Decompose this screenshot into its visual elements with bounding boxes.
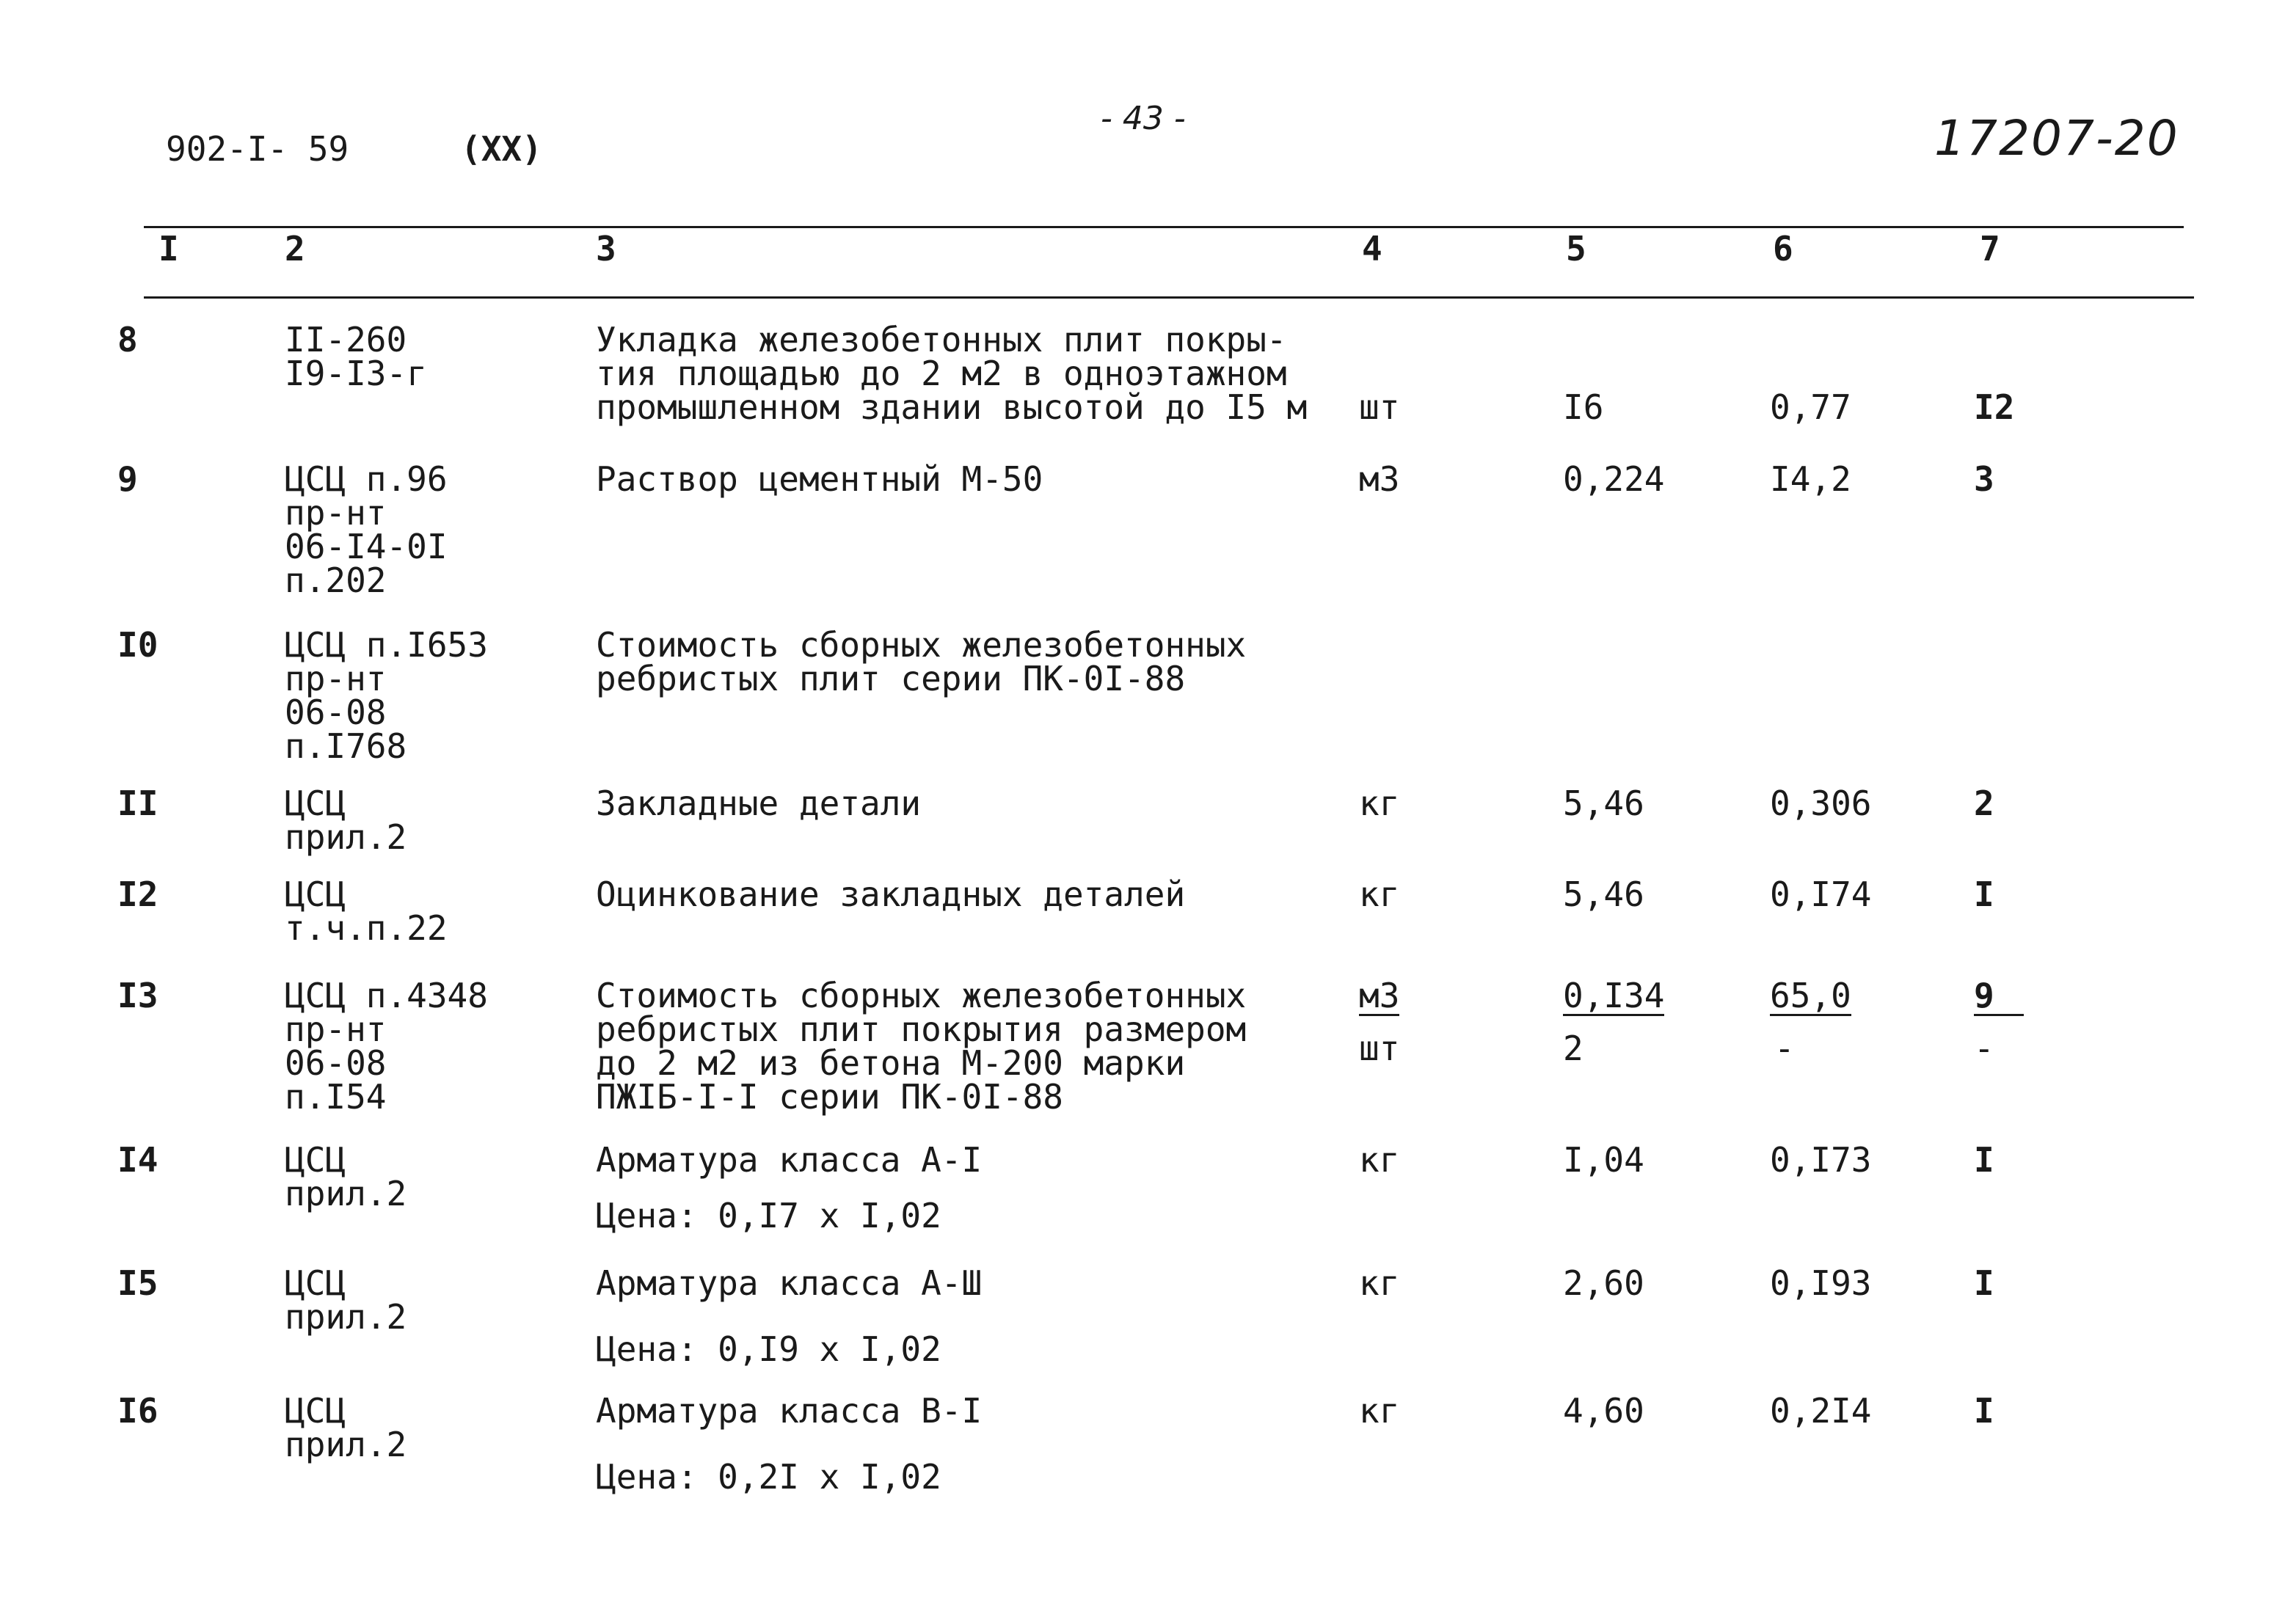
total: 3 — [1974, 459, 1994, 499]
quantity: I,04 — [1563, 1140, 1644, 1180]
price-note: Цена: 0,2I х I,02 — [596, 1457, 941, 1497]
unit-secondary: шт — [1359, 1029, 1400, 1068]
work-description: Укладка железобетонных плит покры- тия площадью до 2 м2 в одноэтажном промышленном здании высотой до I5 м — [596, 320, 1308, 427]
total: I — [1974, 1263, 1994, 1303]
row-number: I5 — [117, 1263, 158, 1303]
unit: кг — [1359, 1263, 1400, 1303]
unit-price: 0,I73 — [1770, 1140, 1872, 1180]
row-number: 9 — [117, 459, 138, 499]
price-note: Цена: 0,I9 х I,02 — [596, 1329, 941, 1369]
total-secondary: - — [1974, 1029, 1994, 1068]
column-number-2: 2 — [285, 229, 305, 269]
unit-price: I4,2 — [1770, 459, 1851, 499]
quantity: 5,46 — [1563, 784, 1644, 823]
document-code: 902-I- 59 — [166, 129, 349, 169]
unit-price: 65,0 — [1770, 976, 1851, 1015]
row-number: I6 — [117, 1391, 158, 1431]
total: 9 — [1974, 979, 2024, 1016]
unit-price: 0,I93 — [1770, 1263, 1872, 1303]
work-description: Раствор цементный М-50 — [596, 459, 1043, 499]
work-description: Закладные детали — [596, 784, 922, 823]
column-number-4: 4 — [1362, 229, 1382, 269]
page-number: - 43 - — [1101, 100, 1186, 137]
work-description: Стоимость сборных железобетонных ребристых плит покрытия размером до 2 м2 из бетона М-200 марки ПЖIБ-I-I серии ПК-0I-88 — [596, 976, 1247, 1117]
norm-reference: ЦСЦ прил.2 — [285, 1263, 407, 1337]
row-number: 8 — [117, 320, 138, 359]
section-label: (XX) — [461, 129, 542, 169]
quantity: 5,46 — [1563, 874, 1644, 914]
norm-reference: ЦСЦ п.I653 пр-нт 06-08 п.I768 — [285, 625, 488, 766]
norm-reference: ЦСЦ п.96 пр-нт 06-I4-0I п.202 — [285, 459, 448, 600]
work-description: Арматура класса В-I — [596, 1391, 983, 1431]
total-fraction — [1974, 976, 2024, 1016]
quantity: I6 — [1563, 387, 1604, 427]
norm-reference: ЦСЦ прил.2 — [285, 1140, 407, 1213]
row-number: I4 — [117, 1140, 158, 1180]
column-number-7: 7 — [1980, 229, 2000, 269]
column-number-6: 6 — [1773, 229, 1793, 269]
unit-fraction — [1359, 976, 1400, 1016]
quantity-fraction — [1563, 976, 1665, 1016]
total: I2 — [1974, 387, 2015, 427]
unit-price: 0,2I4 — [1770, 1391, 1872, 1431]
unit-price-fraction — [1770, 976, 1851, 1016]
quantity: 0,I34 — [1563, 976, 1665, 1015]
column-number-3: 3 — [596, 229, 616, 269]
unit-price: 0,306 — [1770, 784, 1872, 823]
row-number: I2 — [117, 874, 158, 914]
work-description: Оцинкование закладных деталей — [596, 874, 1186, 914]
price-note: Цена: 0,I7 х I,02 — [596, 1196, 941, 1235]
total: 2 — [1974, 784, 1994, 823]
work-description: Стоимость сборных железобетонных ребристых плит серии ПК-0I-88 — [596, 625, 1247, 698]
unit: кг — [1359, 1391, 1400, 1431]
unit: кг — [1359, 1140, 1400, 1180]
total: I — [1974, 1391, 1994, 1431]
work-description: Арматура класса А-Ш — [596, 1263, 983, 1303]
handwritten-stamp: 17207-20 — [1934, 110, 2179, 167]
work-description: Арматура класса А-I — [596, 1140, 983, 1180]
quantity: 2,60 — [1563, 1263, 1644, 1303]
unit-price: 0,I74 — [1770, 874, 1872, 914]
unit: м3 — [1359, 976, 1400, 1015]
unit: кг — [1359, 874, 1400, 914]
quantity-secondary: 2 — [1563, 1029, 1583, 1068]
total: I — [1974, 1140, 1994, 1180]
norm-reference: ЦСЦ п.4348 пр-нт 06-08 п.I54 — [285, 976, 488, 1117]
unit: шт — [1359, 387, 1400, 427]
unit: кг — [1359, 784, 1400, 823]
quantity: 4,60 — [1563, 1391, 1644, 1431]
table-top-rule — [144, 226, 2184, 228]
row-number: II — [117, 784, 158, 823]
column-number-1: I — [158, 229, 179, 269]
row-number: I3 — [117, 976, 158, 1015]
table-header-rule — [144, 296, 2194, 299]
unit-price-secondary: - — [1774, 1029, 1795, 1068]
norm-reference: ЦСЦ прил.2 — [285, 1391, 407, 1464]
norm-reference: ЦСЦ т.ч.п.22 — [285, 874, 448, 948]
unit: м3 — [1359, 459, 1400, 499]
norm-reference: II-260 I9-I3-г — [285, 320, 427, 393]
quantity: 0,224 — [1563, 459, 1665, 499]
column-number-5: 5 — [1566, 229, 1586, 269]
norm-reference: ЦСЦ прил.2 — [285, 784, 407, 857]
row-number: I0 — [117, 625, 158, 665]
total: I — [1974, 874, 1994, 914]
unit-price: 0,77 — [1770, 387, 1851, 427]
